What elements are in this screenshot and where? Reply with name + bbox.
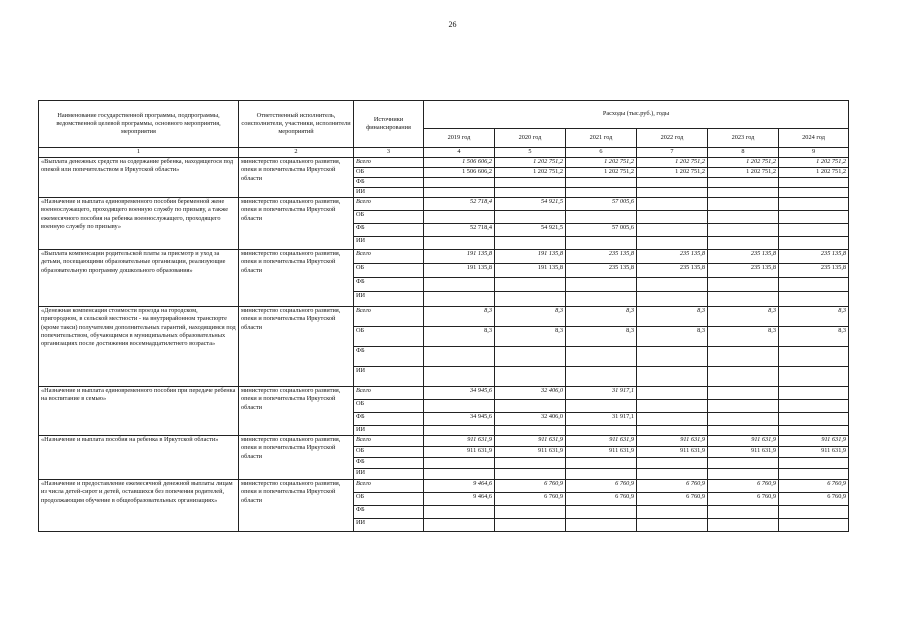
expense-value — [637, 211, 708, 224]
expense-value — [708, 198, 779, 211]
expense-value — [637, 237, 708, 250]
expense-value — [637, 292, 708, 307]
expense-value — [637, 469, 708, 480]
expense-value — [566, 292, 637, 307]
funding-source-label: Всего — [354, 198, 424, 211]
funding-source-label: ИИ — [354, 188, 424, 198]
funding-source-label: ФБ — [354, 506, 424, 519]
funding-source-label: ОБ — [354, 400, 424, 413]
expense-value: 6 760,9 — [637, 480, 708, 493]
header-name: Наименование государственной программы, подпрограммы, ведомственной целевой программы, основного мероприятия, мероприятия — [39, 101, 239, 148]
expense-value: 52 718,4 — [424, 224, 495, 237]
activity-executor: министерство социального развития, опеки и попечительства Иркутской области — [239, 480, 354, 532]
expense-value — [708, 506, 779, 519]
expense-value — [424, 367, 495, 387]
expense-value: 235 135,8 — [566, 264, 637, 278]
expense-value — [495, 188, 566, 198]
expense-value — [779, 188, 849, 198]
expense-value: 235 135,8 — [566, 250, 637, 264]
expense-value: 1 506 606,2 — [424, 158, 495, 168]
expense-value — [495, 519, 566, 532]
expense-value: 235 135,8 — [637, 264, 708, 278]
expense-value: 9 464,6 — [424, 493, 495, 506]
funding-source-label: ОБ — [354, 327, 424, 347]
expense-value: 8,3 — [637, 327, 708, 347]
expense-value: 8,3 — [495, 307, 566, 327]
expense-value — [779, 347, 849, 367]
expense-value — [495, 211, 566, 224]
column-number: 3 — [354, 148, 424, 158]
expense-value — [779, 211, 849, 224]
expense-value — [708, 292, 779, 307]
expense-value: 8,3 — [424, 327, 495, 347]
expense-value — [424, 188, 495, 198]
activity-name: «Назначение и предоставление ежемесячной денежной выплаты лицам из числа детей-сирот и детей, оставшихся без попечения родителей, продолжающим обучение в общеобразовательных организациях» — [39, 480, 239, 532]
expense-value: 8,3 — [495, 327, 566, 347]
expense-value — [708, 367, 779, 387]
expense-value — [495, 400, 566, 413]
activity-name: «Назначение и выплата единовременного пособия беременной жене военнослужащего, проходящего военную службу по призыву, а также ежемесячного пособия на ребенка военнослужащего, проходящего военную службу по призыву» — [39, 198, 239, 250]
activity-executor: министерство социального развития, опеки и попечительства Иркутской области — [239, 436, 354, 480]
header-year: 2024 год — [779, 129, 849, 148]
expense-value — [424, 426, 495, 436]
expense-value: 6 760,9 — [566, 480, 637, 493]
expense-value: 911 631,9 — [424, 436, 495, 447]
header-year: 2020 год — [495, 129, 566, 148]
expense-value — [495, 458, 566, 469]
expense-value — [424, 400, 495, 413]
column-number: 1 — [39, 148, 239, 158]
header-year: 2019 год — [424, 129, 495, 148]
expense-value: 235 135,8 — [708, 250, 779, 264]
header-expenses: Расходы (тыс.руб.), годы — [424, 101, 849, 129]
expense-value: 911 631,9 — [424, 447, 495, 458]
expense-value — [637, 278, 708, 292]
activity-executor: министерство социального развития, опеки и попечительства Иркутской области — [239, 250, 354, 307]
expense-value: 911 631,9 — [637, 436, 708, 447]
expense-value: 911 631,9 — [566, 447, 637, 458]
expense-value: 911 631,9 — [495, 436, 566, 447]
expense-value — [708, 224, 779, 237]
expense-value: 235 135,8 — [708, 264, 779, 278]
expense-value — [495, 178, 566, 188]
expense-value — [637, 347, 708, 367]
expense-value — [637, 458, 708, 469]
expense-value — [424, 519, 495, 532]
funding-source-label: ИИ — [354, 292, 424, 307]
activity-executor: министерство социального развития, опеки и попечительства Иркутской области — [239, 307, 354, 387]
expense-value: 34 945,6 — [424, 387, 495, 400]
expense-value — [424, 469, 495, 480]
expense-value: 6 760,9 — [779, 493, 849, 506]
expense-value: 8,3 — [779, 327, 849, 347]
expense-value — [779, 367, 849, 387]
expense-value — [779, 237, 849, 250]
expense-value: 191 135,8 — [495, 264, 566, 278]
funding-source-label: ИИ — [354, 367, 424, 387]
funding-source-label: Всего — [354, 307, 424, 327]
header-executor: Ответственный исполнитель, соисполнители, участники, исполнители мероприятий — [239, 101, 354, 148]
expense-value — [495, 469, 566, 480]
expense-value — [637, 413, 708, 426]
activity-name: «Назначение и выплата пособия на ребенка в Иркутской области» — [39, 436, 239, 480]
expense-value — [566, 400, 637, 413]
expense-value — [495, 426, 566, 436]
expense-value — [566, 347, 637, 367]
expense-value — [708, 347, 779, 367]
expense-value: 8,3 — [637, 307, 708, 327]
expense-value: 191 135,8 — [424, 264, 495, 278]
column-number: 8 — [708, 148, 779, 158]
expense-value — [566, 211, 637, 224]
expense-value: 1 202 751,2 — [779, 158, 849, 168]
expense-value — [708, 519, 779, 532]
expense-value — [637, 178, 708, 188]
column-number: 2 — [239, 148, 354, 158]
funding-source-label: ОБ — [354, 168, 424, 178]
expense-value — [779, 413, 849, 426]
expense-value — [566, 188, 637, 198]
header-year: 2023 год — [708, 129, 779, 148]
expense-value: 6 760,9 — [779, 480, 849, 493]
expense-value — [779, 387, 849, 400]
expense-value — [708, 237, 779, 250]
expense-value: 235 135,8 — [779, 250, 849, 264]
table-row — [39, 436, 849, 447]
funding-source-label: ФБ — [354, 347, 424, 367]
funding-source-label: Всего — [354, 436, 424, 447]
expense-value — [779, 458, 849, 469]
header-year: 2021 год — [566, 129, 637, 148]
expense-value — [424, 347, 495, 367]
expense-value — [424, 292, 495, 307]
expense-value — [708, 458, 779, 469]
expense-value — [495, 506, 566, 519]
funding-source-label: ОБ — [354, 264, 424, 278]
expense-value — [637, 426, 708, 436]
column-number: 6 — [566, 148, 637, 158]
expense-value: 1 202 751,2 — [566, 168, 637, 178]
expense-value: 911 631,9 — [566, 436, 637, 447]
header-sources: Источники финансирования — [354, 101, 424, 148]
table-row — [39, 480, 849, 493]
expense-value — [566, 469, 637, 480]
column-number: 7 — [637, 148, 708, 158]
expense-value — [708, 278, 779, 292]
activity-name: «Денежная компенсация стоимости проезда на городском, пригородном, в сельской местности - на внутрирайонном транспорте (кроме такси) получателям дополнительных гарантий, находящимся под попечительством, обучающимся в муниципальных образовательных организациях после достижения восемнадцатилетнего возраста» — [39, 307, 239, 387]
expense-value — [637, 506, 708, 519]
funding-source-label: ФБ — [354, 413, 424, 426]
expense-value: 8,3 — [424, 307, 495, 327]
expense-value: 32 406,0 — [495, 413, 566, 426]
expense-value — [566, 506, 637, 519]
expense-value: 911 631,9 — [708, 447, 779, 458]
expense-value: 1 202 751,2 — [708, 168, 779, 178]
expense-value: 6 760,9 — [495, 480, 566, 493]
expense-value — [637, 387, 708, 400]
table-row — [39, 307, 849, 327]
expense-value — [708, 211, 779, 224]
budget-table — [38, 100, 849, 532]
expense-value — [708, 188, 779, 198]
funding-source-label: ОБ — [354, 211, 424, 224]
expense-value: 235 135,8 — [637, 250, 708, 264]
expense-value — [708, 469, 779, 480]
table-body — [39, 158, 849, 532]
table-row — [39, 158, 849, 168]
funding-source-label: ФБ — [354, 178, 424, 188]
expense-value: 1 202 751,2 — [566, 158, 637, 168]
expense-value — [566, 426, 637, 436]
activity-executor: министерство социального развития, опеки и попечительства Иркутской области — [239, 387, 354, 436]
expense-value — [566, 178, 637, 188]
expense-value — [708, 413, 779, 426]
expense-value: 8,3 — [708, 307, 779, 327]
funding-source-label: ИИ — [354, 237, 424, 250]
expense-value: 1 506 606,2 — [424, 168, 495, 178]
expense-value: 191 135,8 — [495, 250, 566, 264]
column-number: 5 — [495, 148, 566, 158]
expense-value: 8,3 — [779, 307, 849, 327]
activity-executor: министерство социального развития, опеки и попечительства Иркутской области — [239, 158, 354, 198]
expense-value — [779, 224, 849, 237]
expense-value — [495, 278, 566, 292]
expense-value: 6 760,9 — [708, 480, 779, 493]
expense-value: 9 464,6 — [424, 480, 495, 493]
expense-value — [779, 519, 849, 532]
funding-source-label: ОБ — [354, 447, 424, 458]
expense-value: 57 005,6 — [566, 224, 637, 237]
expense-value — [495, 292, 566, 307]
expense-value: 8,3 — [566, 327, 637, 347]
activity-name: «Выплата денежных средств на содержание ребенка, находящегося под опекой или попечительством в Иркутской области» — [39, 158, 239, 198]
expense-value — [566, 237, 637, 250]
activity-executor: министерство социального развития, опеки и попечительства Иркутской области — [239, 198, 354, 250]
funding-source-label: ИИ — [354, 469, 424, 480]
expense-value — [779, 400, 849, 413]
expense-value — [424, 237, 495, 250]
funding-source-label: ОБ — [354, 493, 424, 506]
expense-value: 1 202 751,2 — [637, 168, 708, 178]
expense-value — [637, 224, 708, 237]
expense-value: 1 202 751,2 — [779, 168, 849, 178]
expense-value — [424, 506, 495, 519]
table-row — [39, 198, 849, 211]
expense-value: 911 631,9 — [495, 447, 566, 458]
expense-value — [566, 458, 637, 469]
expense-value — [495, 367, 566, 387]
funding-source-label: ИИ — [354, 519, 424, 532]
expense-value: 57 005,6 — [566, 198, 637, 211]
funding-source-label: Всего — [354, 387, 424, 400]
funding-source-label: ИИ — [354, 426, 424, 436]
header-year: 2022 год — [637, 129, 708, 148]
expense-value — [779, 198, 849, 211]
expense-value: 235 135,8 — [779, 264, 849, 278]
expense-value — [424, 458, 495, 469]
funding-source-label: ФБ — [354, 224, 424, 237]
page-number: 26 — [448, 20, 457, 29]
expense-value — [424, 278, 495, 292]
expense-value: 1 202 751,2 — [495, 158, 566, 168]
expense-value: 1 202 751,2 — [708, 158, 779, 168]
table-row — [39, 250, 849, 264]
expense-value — [779, 278, 849, 292]
expense-value: 54 921,5 — [495, 224, 566, 237]
expense-value: 6 760,9 — [566, 493, 637, 506]
expense-value: 1 202 751,2 — [637, 158, 708, 168]
funding-source-label: Всего — [354, 158, 424, 168]
expense-value — [708, 178, 779, 188]
expense-value: 54 921,5 — [495, 198, 566, 211]
expense-value — [637, 519, 708, 532]
expense-value — [708, 387, 779, 400]
expense-value — [495, 347, 566, 367]
expense-value — [779, 469, 849, 480]
expense-value: 191 135,8 — [424, 250, 495, 264]
activity-name: «Выплата компенсации родительской платы за присмотр и уход за детьми, посещающими образовательные организации, реализующие образовательную программу дошкольного образования» — [39, 250, 239, 307]
column-number: 4 — [424, 148, 495, 158]
expense-value — [566, 278, 637, 292]
expense-value: 34 945,6 — [424, 413, 495, 426]
expense-value — [637, 367, 708, 387]
expense-value — [779, 426, 849, 436]
expense-value: 6 760,9 — [637, 493, 708, 506]
expense-value: 52 718,4 — [424, 198, 495, 211]
expense-value — [637, 188, 708, 198]
expense-value — [708, 426, 779, 436]
funding-source-label: ФБ — [354, 458, 424, 469]
expense-value: 911 631,9 — [779, 447, 849, 458]
expense-value — [566, 367, 637, 387]
expense-value: 1 202 751,2 — [495, 168, 566, 178]
expense-value — [424, 211, 495, 224]
funding-source-label: Всего — [354, 480, 424, 493]
expense-value: 8,3 — [708, 327, 779, 347]
funding-source-label: ФБ — [354, 278, 424, 292]
activity-name: «Назначение и выплата единовременного пособия при передаче ребенка на воспитание в семью» — [39, 387, 239, 436]
expense-value — [779, 178, 849, 188]
expense-value — [566, 519, 637, 532]
expense-value: 31 917,1 — [566, 387, 637, 400]
expense-value — [637, 400, 708, 413]
expense-value: 911 631,9 — [779, 436, 849, 447]
expense-value: 32 406,0 — [495, 387, 566, 400]
expense-value — [708, 400, 779, 413]
expense-value — [779, 506, 849, 519]
table-row — [39, 387, 849, 400]
funding-source-label: Всего — [354, 250, 424, 264]
expense-value: 6 760,9 — [495, 493, 566, 506]
expense-value — [495, 237, 566, 250]
expense-value: 911 631,9 — [637, 447, 708, 458]
expense-value: 6 760,9 — [708, 493, 779, 506]
expense-value: 911 631,9 — [708, 436, 779, 447]
expense-value — [779, 292, 849, 307]
expense-value — [424, 178, 495, 188]
expense-value — [637, 198, 708, 211]
expense-value: 31 917,1 — [566, 413, 637, 426]
expense-value: 8,3 — [566, 307, 637, 327]
column-number: 9 — [779, 148, 849, 158]
